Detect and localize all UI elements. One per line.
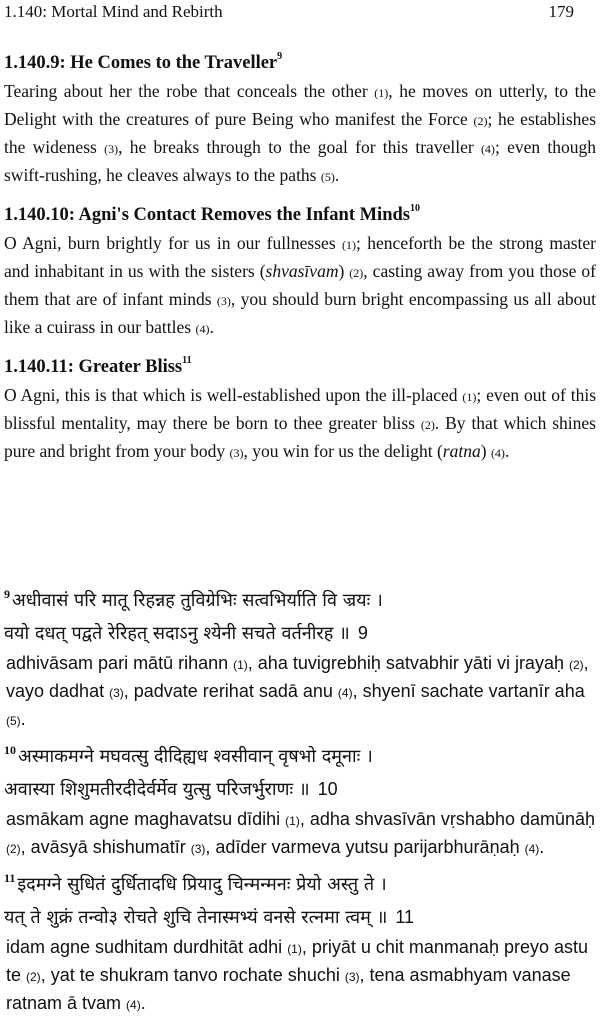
sanskrit-line: यत् ते शुक्रं तन्वो३ रोचते शुचि तेनास्मभ्यं वनसे रत्नमा त्वम् ॥ 11	[4, 907, 415, 928]
section-paragraph: O Agni, burn brightly for us in our fullnesses (1); henceforth be the strong master and inhabitant in us with the sisters (shvasīvam) (2), casting away from you those of them that are of infant minds (3), you should burn bright encompassing us all about like a cuirass in our battles (4).	[4, 233, 596, 337]
section-heading: 1.140.10: Agni's Contact Removes the Infant Minds$^{10}$	[4, 203, 420, 225]
footnote-number: 11	[4, 871, 16, 885]
sanskrit-line: $^{10}$ अस्माकमग्ने मघवत्सु दीदिह्यध श्वसीवान् वृषभो दमूनाः ।	[4, 743, 373, 767]
page-number: 179	[548, 2, 574, 21]
running-header	[4, 2, 574, 24]
footnote-number: 10	[4, 743, 16, 757]
footnote-mark: 10	[409, 203, 420, 214]
sanskrit-line: $^{11}$ इदमग्ने सुधितं दुर्धितादधि प्रियादु चिन्मन्मनः प्रेयो अस्तु ते ।	[4, 871, 387, 895]
footnote-mark: 9	[277, 51, 283, 62]
section-heading: 1.140.9: He Comes to the Traveller$^9$	[4, 51, 283, 73]
verse-number: 9	[357, 623, 368, 643]
footnote-mark: 11	[182, 355, 192, 366]
chapter-title: 1.140: Mortal Mind and Rebirth	[4, 2, 223, 21]
section-paragraph: O Agni, this is that which is well-established upon the ill-placed (1); even out of this blissful mentality, may there be born to thee greater bliss (2). By that which shines pure and bright from your body (3), you win for us the delight (ratna) (4).	[4, 385, 596, 461]
footnotes	[4, 578, 596, 1018]
main-text	[4, 44, 596, 472]
transliteration: idam agne sudhitam durdhitāt adhi (1), priyāt u chit manmanaḥ preyo astu te (2), yat te shukram tanvo rochate shuchi (3), tena asmabhyam vanase ratnam ā tvam (4).	[6, 937, 589, 1013]
verse-number: 10	[317, 779, 338, 799]
section-paragraph: Tearing about her the robe that conceals the other (1), he moves on utterly, to the Delight with the creatures of pure Being who manifest the Force (2); he establishes the wideness (3), he breaks through to the goal for this traveller (4); even though swift-rushing, he cleaves always to the paths (5).	[4, 81, 597, 185]
sanskrit-line: वयो दधत् पद्वते रेरिहत् सदाऽनु श्येनी सचते वर्तनीरह ॥ 9	[4, 623, 368, 644]
footnote-number: 9	[4, 587, 10, 601]
sanskrit-line: $^9$ अधीवासं परि मातू रिहन्नह तुविग्रेभिः सत्वभिर्याति वि ज्रयः ।	[4, 587, 383, 611]
section-heading: 1.140.11: Greater Bliss$^{11}$	[4, 355, 192, 377]
transliteration: adhivāsam pari mātū rihann (1), aha tuvigrebhiḥ satvabhir yāti vi jrayaḥ (2), vayo dadhat (3), padvate rerihat sadā anu (4), shyenī sachate vartanīr aha (5).	[6, 653, 589, 729]
verse-number: 11	[395, 907, 415, 927]
transliteration: asmākam agne maghavatsu dīdihi (1), adha shvasīvān vṛshabho damūnāḥ (2), avāsyā shishumatīr (3), adīder varmeva yutsu parijarbhurāṇaḥ (4).	[6, 809, 596, 857]
sanskrit-line: अवास्या शिशुमतीरदीदेर्वर्मेव युत्सु परिजर्भुराणः ॥ 10	[4, 779, 338, 800]
